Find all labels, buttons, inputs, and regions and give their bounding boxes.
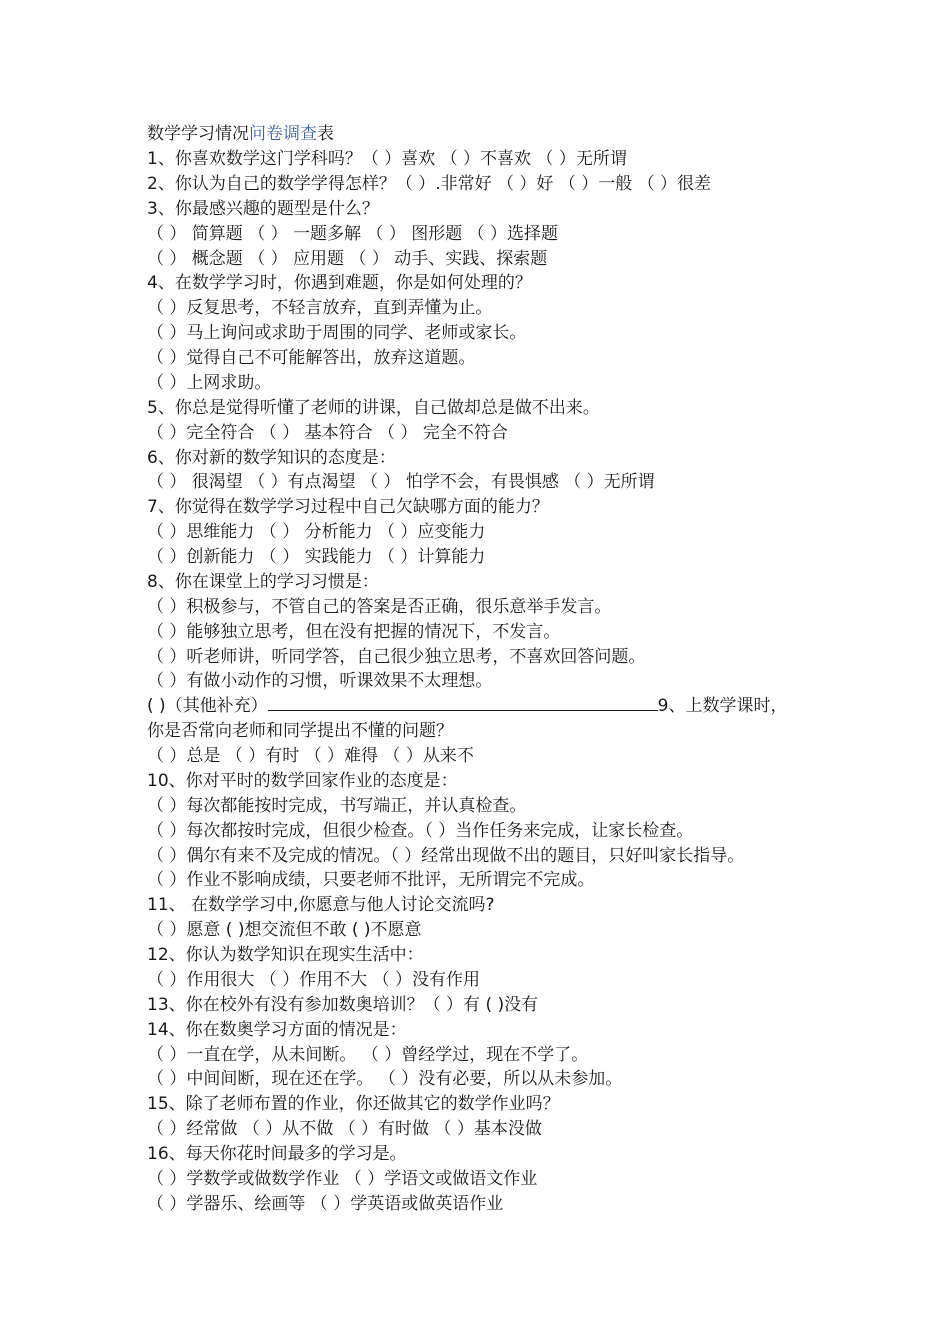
question-line: 13、你在校外有没有参加数奥培训？（ ）有 ( )没有 bbox=[147, 994, 539, 1015]
question-line: 3、你最感兴趣的题型是什么？ bbox=[147, 198, 379, 219]
question-line: 2、你认为自己的数学学得怎样？（ ）.非常好 （ ）好 （ ）一般 （ ）很差 bbox=[147, 173, 712, 194]
question-line: 8、你在课堂上的学习习惯是： bbox=[147, 571, 379, 592]
option-line: （ ）每次都能按时完成，书写端正，并认真检查。 bbox=[147, 795, 527, 816]
question-line: 14、你在数奥学习方面的情况是： bbox=[147, 1019, 407, 1040]
option-line: （ ）中间间断，现在还在学。 （ ）没有必要，所以从未参加。 bbox=[147, 1069, 623, 1090]
option-line: （ ）思维能力 （ ） 分析能力 （ ）应变能力 bbox=[147, 522, 486, 543]
question-line: 你是否常向老师和同学提出不懂的问题？ bbox=[147, 721, 453, 742]
option-line: （ ）完全符合 （ ） 基本符合 （ ） 完全不符合 bbox=[147, 422, 508, 443]
title-prefix: 数学学习情况 bbox=[147, 124, 249, 144]
option-line: （ ）上网求助。 bbox=[147, 372, 272, 393]
title-suffix: 表 bbox=[317, 124, 334, 144]
option-line: （ ）作业不影响成绩，只要老师不批评，无所谓完不完成。 bbox=[147, 870, 595, 891]
option-line: （ ）反复思考，不轻言放弃，直到弄懂为止。 bbox=[147, 298, 493, 319]
option-line: （ ）偶尔有来不及完成的情况。（ ）经常出现做不出的题目，只好叫家长指导。 bbox=[147, 845, 745, 866]
option-line: （ ）觉得自己不可能解答出，放弃这道题。 bbox=[147, 348, 476, 368]
option-line: （ ）能够独立思考，但在没有把握的情况下，不发言。 bbox=[147, 621, 561, 642]
question-line: 4、在数学学习时，你遇到难题，你是如何处理的？ bbox=[147, 273, 532, 294]
question-line: 7、你觉得在数学学习过程中自己欠缺哪方面的能力？ bbox=[147, 497, 549, 518]
question-line: 10、你对平时的数学回家作业的态度是： bbox=[147, 770, 458, 791]
option-line: （ ）总是 （ ）有时 （ ）难得 （ ）从来不 bbox=[147, 746, 474, 766]
option-line: （ ）创新能力 （ ） 实践能力 （ ）计算能力 bbox=[147, 547, 486, 567]
option-line: （ ）有做小动作的习惯，听课效果不太理想。 bbox=[147, 671, 493, 692]
question-line: 15、除了老师布置的作业，你还做其它的数学作业吗？ bbox=[147, 1094, 560, 1115]
option-line: （ ） 概念题 （ ） 应用题 （ ） 动手、实践、探索题 bbox=[147, 248, 548, 269]
option-line: （ ）一直在学，从未间断。 （ ）曾经学过，现在不学了。 bbox=[147, 1044, 589, 1065]
question-line: 11、 在数学学习中,你愿意与他人讨论交流吗? bbox=[147, 895, 495, 916]
option-line: （ ）每次都按时完成，但很少检查。（ ）当作任务来完成，让家长检查。 bbox=[147, 820, 694, 841]
other-supplement-label: ( )（其他补充） bbox=[147, 696, 268, 717]
option-line: （ ）马上询问或求助于周围的同学、老师或家长。 bbox=[147, 323, 527, 344]
question-9-start: 9、上数学课时， bbox=[657, 696, 788, 717]
supplement-blank bbox=[268, 694, 658, 711]
question-line: 5、你总是觉得听懂了老师的讲课，自己做却总是做不出来。 bbox=[147, 397, 600, 418]
question-line: 6、你对新的数学知识的态度是： bbox=[147, 447, 396, 468]
option-line: （ ） 简算题 （ ） 一题多解 （ ） 图形题 （ ）选择题 bbox=[147, 223, 559, 244]
question-line: 12、你认为数学知识在现实生活中： bbox=[147, 945, 424, 965]
question-line: 1、你喜欢数学这门学科吗？（ ）喜欢 （ ）不喜欢 （ ）无所谓 bbox=[147, 149, 627, 169]
title-link[interactable]: 问卷调查 bbox=[249, 124, 317, 144]
option-line: （ ） 很渴望 （ ）有点渴望 （ ） 怕学不会，有畏惧感 （ ）无所谓 bbox=[147, 472, 655, 493]
survey-document bbox=[147, 122, 827, 1217]
option-line: （ ）作用很大 （ ）作用不大 （ ）没有作用 bbox=[147, 969, 481, 990]
document-title bbox=[147, 122, 827, 147]
option-line: （ ）学数学或做数学作业 （ ）学语文或做语文作业 bbox=[147, 1168, 538, 1189]
option-line: （ ）积极参与，不管自己的答案是否正确，很乐意举手发言。 bbox=[147, 596, 612, 617]
option-line: （ ）经常做 （ ）从不做 （ ）有时做 （ ）基本没做 bbox=[147, 1119, 542, 1140]
option-line: （ ）愿意 ( )想交流但不敢 ( )不愿意 bbox=[147, 920, 422, 941]
option-line: （ ）学器乐、绘画等 （ ）学英语或做英语作业 bbox=[147, 1193, 504, 1214]
other-supplement-line bbox=[147, 694, 827, 719]
option-line: （ ）听老师讲，听同学答，自己很少独立思考，不喜欢回答问题。 bbox=[147, 646, 646, 667]
question-line: 16、每天你花时间最多的学习是。 bbox=[147, 1144, 407, 1164]
